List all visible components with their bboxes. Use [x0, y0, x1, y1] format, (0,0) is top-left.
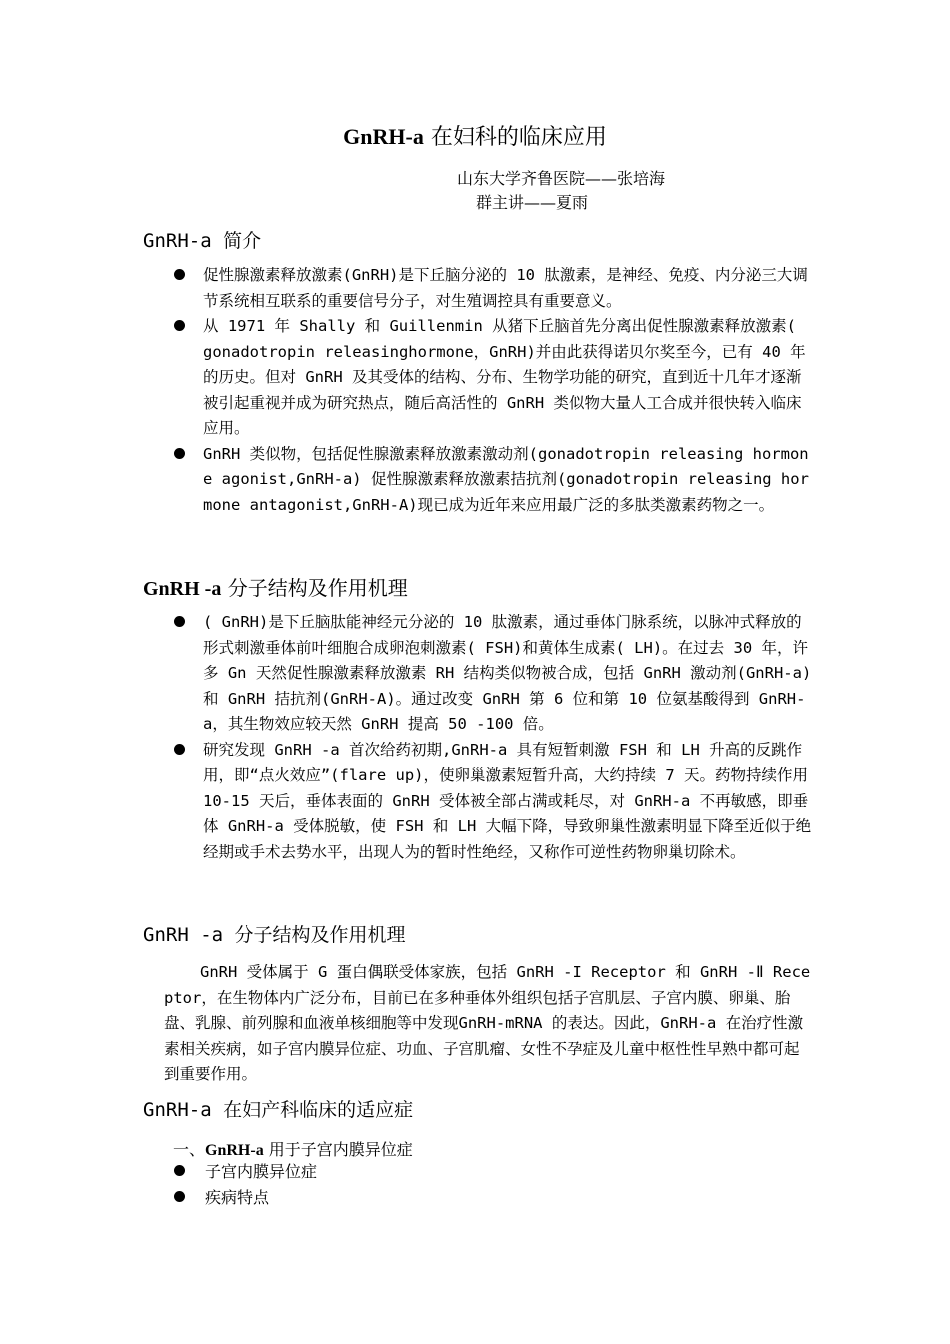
bullet-icon: [174, 320, 185, 331]
page-title: [0, 120, 950, 151]
list-item: 研究发现 GnRH -a 首次给药初期,GnRH-a 具有短暂刺激 FSH 和 LH 升高的反跳作用，即“点火效应”(flare up)，使卵巢激素短暂升高，大约持续 7 天。药物持续作用 10-15 天后，垂体表面的 GnRH 受体被全部占满或耗尽，对 GnRH-a 不再敏感，即垂体 GnRH-a 受体脱敏，使 FSH 和 LH 大幅下降，导致卵巢性激素明显下降至近似于绝经期或手术去势水平，出现人为的暂时性绝经，又称作可逆性药物卵巢切除术。: [173, 738, 813, 866]
list-item: 疾病特点: [173, 1185, 317, 1211]
bullet-icon: [174, 269, 185, 280]
receptor-paragraph: GnRH 受体属于 G 蛋白偶联受体家族，包括 GnRH -I Receptor 和 GnRH -Ⅱ Receptor，在生物体内广泛分布，目前已在多种垂体外组织包括子宫肌层、子宫内膜、卵巢、胎盘、乳腺、前列腺和血液单核细胞等中发现GnRH-mRNA 的表达。因此，GnRH-a 在治疗性激素相关疾病，如子宫内膜异位症、功血、子宫肌瘤、女性不孕症及儿童中枢性性早熟中都可起到重要作用。: [164, 963, 811, 1083]
bullet-icon: [174, 1165, 185, 1176]
title-rest: 在妇科的临床应用: [423, 125, 607, 150]
intro-bullet-list: [173, 263, 813, 518]
list-item: 从 1971 年 Shally 和 Guillenmin 从猪下丘脑首先分离出促性腺激素释放激素( gonadotropin releasinghormone，GnRH)并由此获得诺贝尔奖至今，已有 40 年的历史。但对 GnRH 及其受体的结构、分布、生物学功能的研究，直到近十几年才逐渐被引起重视并成为研究热点，随后高活性的 GnRH 类似物大量人工合成并很快转入临床应用。: [173, 314, 813, 442]
structure-bullet-list: [173, 610, 813, 865]
bullet-icon: [174, 616, 185, 627]
indication-list: [173, 1159, 317, 1211]
author-line-2: 群主讲——夏雨: [476, 193, 589, 212]
section-heading-structure: GnRH -a 分子结构及作用机理: [143, 576, 408, 600]
author-line-1: 山东大学齐鲁医院——张培海: [457, 169, 666, 188]
title-bold: GnRH-a: [343, 124, 424, 149]
section-heading-structure-2: GnRH -a 分子结构及作用机理: [143, 924, 406, 946]
list-item: 促性腺激素释放激素(GnRH)是下丘脑分泌的 10 肽激素，是神经、免疫、内分泌三大调节系统相互联系的重要信号分子，对生殖调控具有重要意义。: [173, 263, 813, 314]
subheading-endometriosis: 一、GnRH-a 用于子宫内膜异位症: [173, 1140, 413, 1159]
section-heading-indications: GnRH-a 在妇产科临床的适应症: [143, 1099, 414, 1121]
bullet-icon: [174, 1191, 185, 1202]
bullet-icon: [174, 448, 185, 459]
section-heading-intro: GnRH-a 简介: [143, 230, 262, 252]
list-item: ( GnRH)是下丘脑肽能神经元分泌的 10 肽激素，通过垂体门脉系统，以脉冲式释放的形式刺激垂体前叶细胞合成卵泡刺激素( FSH)和黄体生成素( LH)。在过去 30 年，许多 Gn 天然促性腺激素释放激素 RH 结构类似物被合成，包括 GnRH 激动剂(GnRH-a)和 GnRH 拮抗剂(GnRH-A)。通过改变 GnRH 第 6 位和第 10 位氨基酸得到 GnRH-a，其生物效应较天然 GnRH 提高 50 -100 倍。: [173, 610, 813, 738]
list-item: GnRH 类似物，包括促性腺激素释放激素激动剂(gonadotropin releasing hormone agonist,GnRH-a) 促性腺激素释放激素拮抗剂(gonadotropin releasing hormone antagonist,GnRH-A)现已成为近年来应用最广泛的多肽类激素药物之一。: [173, 442, 813, 519]
bullet-icon: [174, 744, 185, 755]
list-item: 子宫内膜异位症: [173, 1159, 317, 1185]
